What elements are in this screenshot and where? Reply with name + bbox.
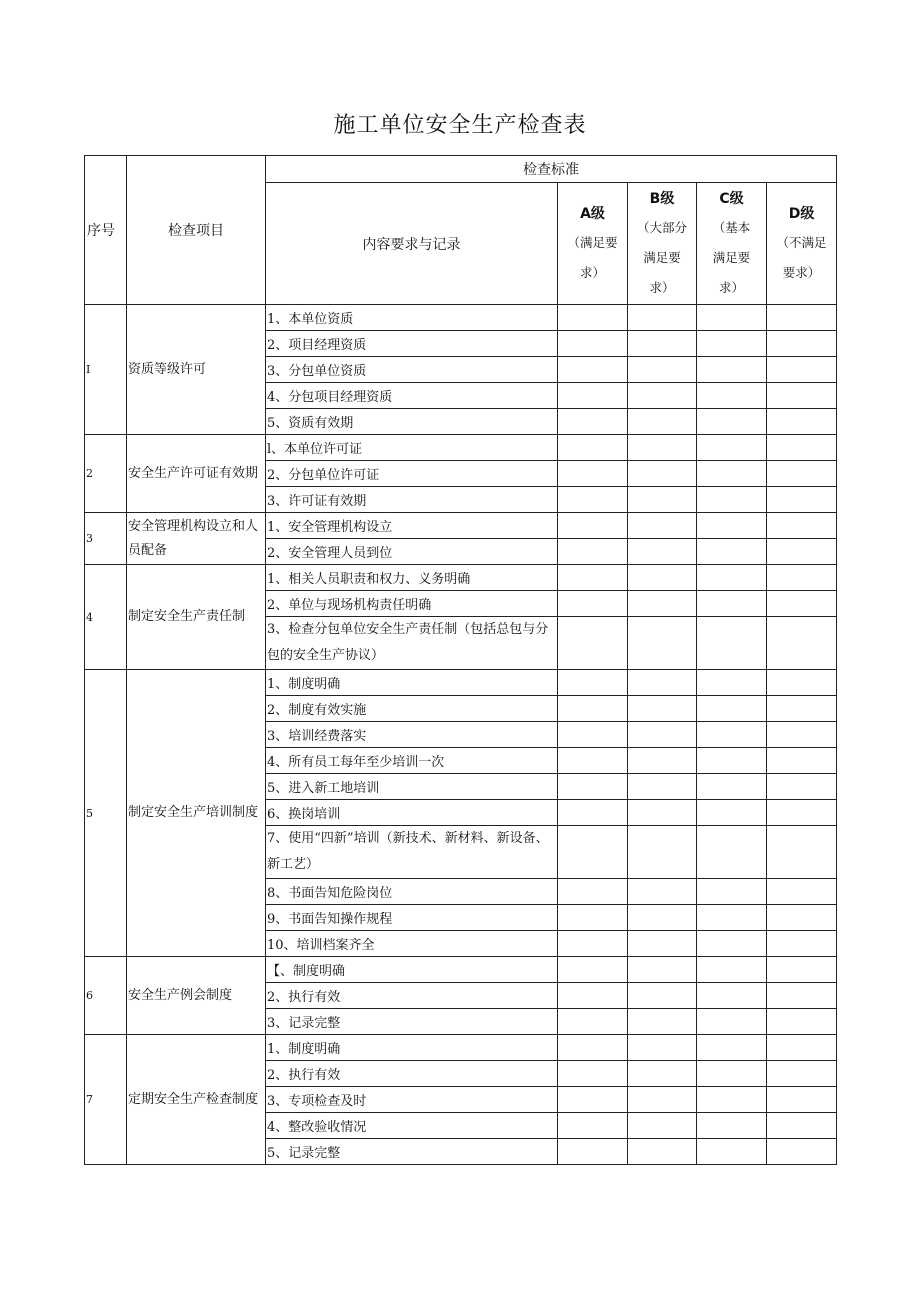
grade-c-cell[interactable]	[697, 1113, 767, 1139]
grade-d-cell[interactable]	[767, 331, 837, 357]
grade-c-cell[interactable]	[697, 331, 767, 357]
requirement-cell: 4、分包项目经理资质	[266, 383, 558, 409]
grade-b-cell[interactable]	[628, 722, 697, 748]
grade-desc-line: （不满足	[776, 234, 827, 250]
grade-c-cell[interactable]	[697, 409, 767, 435]
grade-d-cell[interactable]	[767, 539, 837, 565]
grade-b-cell[interactable]	[628, 461, 697, 487]
grade-d-cell[interactable]	[767, 1113, 837, 1139]
grade-a-cell[interactable]	[558, 539, 628, 565]
requirement-cell: 3、分包单位资质	[266, 357, 558, 383]
grade-a-cell[interactable]	[558, 774, 628, 800]
grade-c-cell[interactable]	[697, 513, 767, 539]
grade-label: D级	[788, 205, 815, 222]
section-number: 5	[85, 670, 127, 957]
requirement-cell: 4、整改验收情况	[266, 1113, 558, 1139]
section-number: 7	[85, 1035, 127, 1165]
grade-b-cell[interactable]	[628, 1061, 697, 1087]
grade-a-cell[interactable]	[558, 696, 628, 722]
requirement-cell: 5、进入新工地培训	[266, 774, 558, 800]
grade-c-cell[interactable]	[697, 1009, 767, 1035]
grade-c-cell[interactable]	[697, 800, 767, 826]
grade-b-cell[interactable]	[628, 435, 697, 461]
grade-a-cell[interactable]	[558, 1113, 628, 1139]
grade-c-header	[697, 183, 767, 305]
grade-c-cell[interactable]	[697, 1087, 767, 1113]
grade-a-cell[interactable]	[558, 409, 628, 435]
requirement-cell: 1、制度明确	[266, 1035, 558, 1061]
requirement-cell: 6、换岗培训	[266, 800, 558, 826]
grade-c-cell[interactable]	[697, 905, 767, 931]
grade-b-cell[interactable]	[628, 1035, 697, 1061]
grade-b-cell[interactable]	[628, 931, 697, 957]
grade-b-cell[interactable]	[628, 983, 697, 1009]
requirement-cell: 3、培训经费落实	[266, 722, 558, 748]
requirement-cell: 1、安全管理机构设立	[266, 513, 558, 539]
grade-desc-line: （大部分	[636, 219, 687, 235]
grade-a-cell[interactable]	[558, 957, 628, 983]
grade-a-cell[interactable]	[558, 617, 628, 670]
grade-d-cell[interactable]	[767, 826, 837, 879]
requirement-cell: 9、书面告知操作规程	[266, 905, 558, 931]
grade-b-cell[interactable]	[628, 800, 697, 826]
grade-d-cell[interactable]	[767, 513, 837, 539]
grade-d-cell[interactable]	[767, 931, 837, 957]
grade-a-cell[interactable]	[558, 826, 628, 879]
grade-d-cell[interactable]	[767, 774, 837, 800]
grade-c-cell[interactable]	[697, 565, 767, 591]
grade-a-cell[interactable]	[558, 305, 628, 331]
grade-label: A级	[580, 205, 605, 222]
grade-d-cell[interactable]	[767, 1035, 837, 1061]
grade-b-cell[interactable]	[628, 617, 697, 670]
grade-desc-line: 求）	[579, 264, 605, 280]
grade-b-cell[interactable]	[628, 565, 697, 591]
grade-a-cell[interactable]	[558, 591, 628, 617]
grade-b-cell[interactable]	[628, 305, 697, 331]
requirement-cell: 3、许可证有效期	[266, 487, 558, 513]
grade-c-cell[interactable]	[697, 435, 767, 461]
grade-c-cell[interactable]	[697, 1061, 767, 1087]
grade-c-cell[interactable]	[697, 748, 767, 774]
grade-b-cell[interactable]	[628, 357, 697, 383]
grade-c-cell[interactable]	[697, 774, 767, 800]
grade-d-cell[interactable]	[767, 722, 837, 748]
requirement-cell: 2、项目经理资质	[266, 331, 558, 357]
requirement-cell: 3、记录完整	[266, 1009, 558, 1035]
grade-d-cell[interactable]	[767, 1009, 837, 1035]
grade-d-cell[interactable]	[767, 905, 837, 931]
grade-c-cell[interactable]	[697, 696, 767, 722]
requirement-cell: 8、书面告知危险岗位	[266, 879, 558, 905]
grade-b-cell[interactable]	[628, 1113, 697, 1139]
grade-a-cell[interactable]	[558, 1139, 628, 1165]
grade-d-cell[interactable]	[767, 305, 837, 331]
grade-d-cell[interactable]	[767, 357, 837, 383]
grade-c-cell[interactable]	[697, 539, 767, 565]
requirement-cell: 2、单位与现场机构责任明确	[266, 591, 558, 617]
requirement-cell: 1、制度明确	[266, 670, 558, 696]
grade-d-header	[767, 183, 837, 305]
inspection-table	[84, 155, 837, 1165]
grade-c-cell[interactable]	[697, 1139, 767, 1165]
requirement-cell: 7、使用“四新”培训（新技术、新材料、新设备、新工艺）	[266, 826, 558, 879]
table-row	[85, 565, 837, 591]
table-row	[85, 435, 837, 461]
requirement-cell: 3、专项检查及时	[266, 1087, 558, 1113]
table-row	[85, 305, 837, 331]
grade-a-cell[interactable]	[558, 722, 628, 748]
requirement-cell: 2、安全管理人员到位	[266, 539, 558, 565]
grade-label: C级	[719, 190, 744, 207]
grade-a-cell[interactable]	[558, 905, 628, 931]
grade-c-cell[interactable]	[697, 1035, 767, 1061]
grade-b-cell[interactable]	[628, 826, 697, 879]
grade-a-cell[interactable]	[558, 461, 628, 487]
grade-c-cell[interactable]	[697, 617, 767, 670]
grade-b-cell[interactable]	[628, 513, 697, 539]
grade-d-cell[interactable]	[767, 591, 837, 617]
grade-c-cell[interactable]	[697, 957, 767, 983]
grade-d-cell[interactable]	[767, 696, 837, 722]
grade-c-cell[interactable]	[697, 983, 767, 1009]
grade-a-cell[interactable]	[558, 1009, 628, 1035]
requirement-cell: 10、培训档案齐全	[266, 931, 558, 957]
grade-a-cell[interactable]	[558, 383, 628, 409]
grade-d-cell[interactable]	[767, 487, 837, 513]
requirement-cell: 1、本单位资质	[266, 305, 558, 331]
grade-d-cell[interactable]	[767, 383, 837, 409]
grade-desc-line: 满足要	[643, 249, 681, 265]
grade-a-cell[interactable]	[558, 1087, 628, 1113]
grade-b-cell[interactable]	[628, 879, 697, 905]
requirement-cell: 4、所有员工每年至少培训一次	[266, 748, 558, 774]
grade-d-cell[interactable]	[767, 409, 837, 435]
grade-desc-line: （满足要	[567, 234, 618, 250]
grade-d-cell[interactable]	[767, 670, 837, 696]
table-row	[85, 670, 837, 696]
grade-c-cell[interactable]	[697, 826, 767, 879]
grade-b-cell[interactable]	[628, 383, 697, 409]
section-item: 定期安全生产检查制度	[127, 1035, 266, 1165]
section-number: 3	[85, 513, 127, 565]
grade-a-cell[interactable]	[558, 748, 628, 774]
grade-b-cell[interactable]	[628, 487, 697, 513]
grade-b-cell[interactable]	[628, 409, 697, 435]
grade-a-cell[interactable]	[558, 1035, 628, 1061]
grade-b-cell[interactable]	[628, 539, 697, 565]
grade-d-cell[interactable]	[767, 617, 837, 670]
requirement-cell: 2、制度有效实施	[266, 696, 558, 722]
grade-b-cell[interactable]	[628, 670, 697, 696]
section-number: 4	[85, 565, 127, 670]
grade-b-cell[interactable]	[628, 1009, 697, 1035]
requirement-cell: 2、分包单位许可证	[266, 461, 558, 487]
section-item: 制定安全生产培训制度	[127, 670, 266, 957]
grade-a-cell[interactable]	[558, 800, 628, 826]
grade-d-cell[interactable]	[767, 800, 837, 826]
requirement-cell: 【、制度明确	[266, 957, 558, 983]
requirement-cell: l、本单位许可证	[266, 435, 558, 461]
grade-a-cell[interactable]	[558, 357, 628, 383]
grade-d-cell[interactable]	[767, 879, 837, 905]
grade-d-cell[interactable]	[767, 461, 837, 487]
table-row	[85, 1035, 837, 1061]
grade-b-cell[interactable]	[628, 331, 697, 357]
header-standard: 检查标准	[266, 156, 837, 183]
grade-c-cell[interactable]	[697, 670, 767, 696]
requirement-cell: 3、检查分包单位安全生产责任制（包括总包与分包的安全生产协议）	[266, 617, 558, 670]
grade-c-cell[interactable]	[697, 357, 767, 383]
grade-b-cell[interactable]	[628, 774, 697, 800]
grade-desc-line: 要求）	[782, 264, 821, 280]
grade-d-cell[interactable]	[767, 1087, 837, 1113]
grade-c-cell[interactable]	[697, 591, 767, 617]
header-seq: 序号	[85, 156, 127, 305]
table-row	[85, 957, 837, 983]
grade-a-cell[interactable]	[558, 670, 628, 696]
grade-a-cell[interactable]	[558, 513, 628, 539]
section-item: 制定安全生产责任制	[127, 565, 266, 670]
grade-b-cell[interactable]	[628, 957, 697, 983]
grade-b-cell[interactable]	[628, 1139, 697, 1165]
requirement-cell: 5、记录完整	[266, 1139, 558, 1165]
table-row	[85, 513, 837, 539]
grade-c-cell[interactable]	[697, 931, 767, 957]
grade-b-cell[interactable]	[628, 591, 697, 617]
grade-a-cell[interactable]	[558, 1061, 628, 1087]
grade-a-cell[interactable]	[558, 983, 628, 1009]
grade-d-cell[interactable]	[767, 748, 837, 774]
grade-label: B级	[649, 190, 675, 207]
grade-d-cell[interactable]	[767, 983, 837, 1009]
grade-c-cell[interactable]	[697, 383, 767, 409]
grade-d-cell[interactable]	[767, 1061, 837, 1087]
grade-a-header	[558, 183, 628, 305]
grade-a-cell[interactable]	[558, 565, 628, 591]
grade-c-cell[interactable]	[697, 461, 767, 487]
grade-desc-line: 求）	[718, 279, 744, 295]
grade-desc-line: 求）	[649, 279, 675, 295]
requirement-cell: 2、执行有效	[266, 983, 558, 1009]
header-item: 检查项目	[127, 156, 266, 305]
grade-d-cell[interactable]	[767, 957, 837, 983]
section-number: 6	[85, 957, 127, 1035]
grade-a-cell[interactable]	[558, 435, 628, 461]
section-item: 资质等级许可	[127, 305, 266, 435]
grade-b-cell[interactable]	[628, 696, 697, 722]
grade-d-cell[interactable]	[767, 565, 837, 591]
section-number: I	[85, 305, 127, 435]
grade-a-cell[interactable]	[558, 879, 628, 905]
section-item: 安全生产许可证有效期	[127, 435, 266, 513]
grade-b-cell[interactable]	[628, 1087, 697, 1113]
grade-d-cell[interactable]	[767, 435, 837, 461]
grade-c-cell[interactable]	[697, 487, 767, 513]
grade-desc-line: 满足要	[712, 249, 751, 265]
requirement-cell: 5、资质有效期	[266, 409, 558, 435]
page-title: 施工单位安全生产检查表	[333, 113, 587, 138]
grade-a-cell[interactable]	[558, 931, 628, 957]
grade-c-cell[interactable]	[697, 879, 767, 905]
section-number: 2	[85, 435, 127, 513]
grade-b-header	[628, 183, 697, 305]
grade-b-cell[interactable]	[628, 748, 697, 774]
requirement-cell: 2、执行有效	[266, 1061, 558, 1087]
section-item: 安全管理机构设立和人员配备	[127, 513, 266, 565]
grade-c-cell[interactable]	[697, 305, 767, 331]
grade-c-cell[interactable]	[697, 722, 767, 748]
header-content: 内容要求与记录	[266, 183, 558, 305]
grade-d-cell[interactable]	[767, 1139, 837, 1165]
section-item: 安全生产例会制度	[127, 957, 266, 1035]
grade-a-cell[interactable]	[558, 331, 628, 357]
grade-b-cell[interactable]	[628, 905, 697, 931]
grade-desc-line: （基本	[712, 219, 751, 235]
requirement-cell: 1、相关人员职责和权力、义务明确	[266, 565, 558, 591]
grade-a-cell[interactable]	[558, 487, 628, 513]
